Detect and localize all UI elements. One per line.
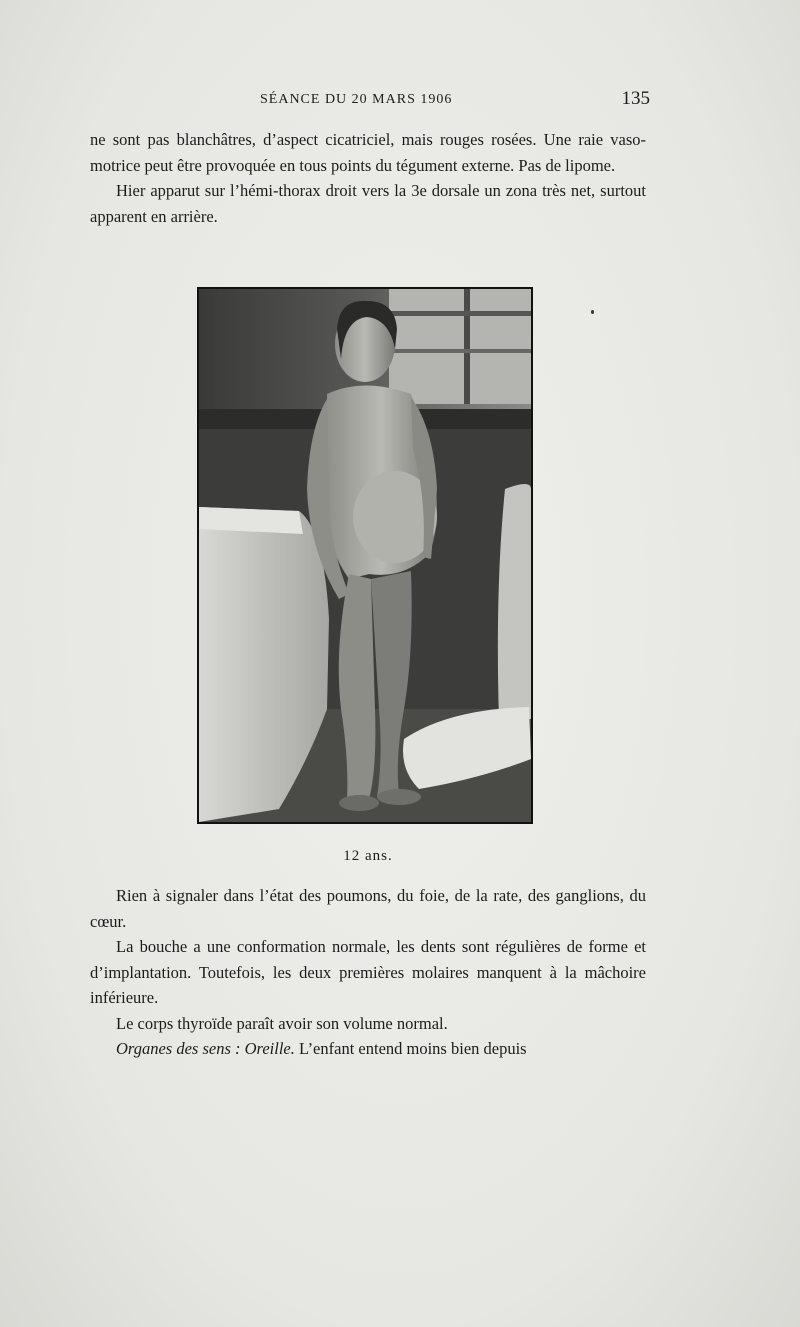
- ink-speck: [591, 310, 594, 314]
- paragraph-last-line: [90, 1036, 646, 1062]
- figure-caption: 12 ans.: [343, 848, 393, 864]
- paragraph: Le corps thyroïde paraît avoir son volume normal.: [116, 1013, 448, 1033]
- page-number: 135: [621, 88, 650, 109]
- running-title: SÉANCE DU 20 MARS 1906: [260, 92, 453, 107]
- italic-lead: Organes des sens : Oreille.: [116, 1039, 295, 1058]
- photograph-figure: [197, 287, 533, 824]
- paragraph: La bouche a une conformation normale, les dents sont régulières de forme et d’implantation. Toutefois, les deux premières molaires manquent à la mâchoire inférieure.: [90, 937, 646, 1007]
- photograph-image: [199, 289, 531, 822]
- paragraph: Rien à signaler dans l’état des poumons, du foie, de la rate, des ganglions, du cœur.: [90, 886, 646, 931]
- text-block-top: [90, 127, 646, 229]
- paragraph: Hier apparut sur l’hémi-thorax droit vers la 3e dorsale un zona très net, surtout apparent en arrière.: [90, 181, 646, 226]
- paragraph: ne sont pas blanchâtres, d’aspect cicatriciel, mais rouges rosées. Une raie vaso-motrice peut être provoquée en tous points du tégument externe. Pas de lipome.: [90, 130, 646, 175]
- page-header: [100, 88, 650, 116]
- line-text: L’enfant entend moins bien depuis: [294, 1039, 527, 1058]
- text-block-bottom: [90, 883, 646, 1062]
